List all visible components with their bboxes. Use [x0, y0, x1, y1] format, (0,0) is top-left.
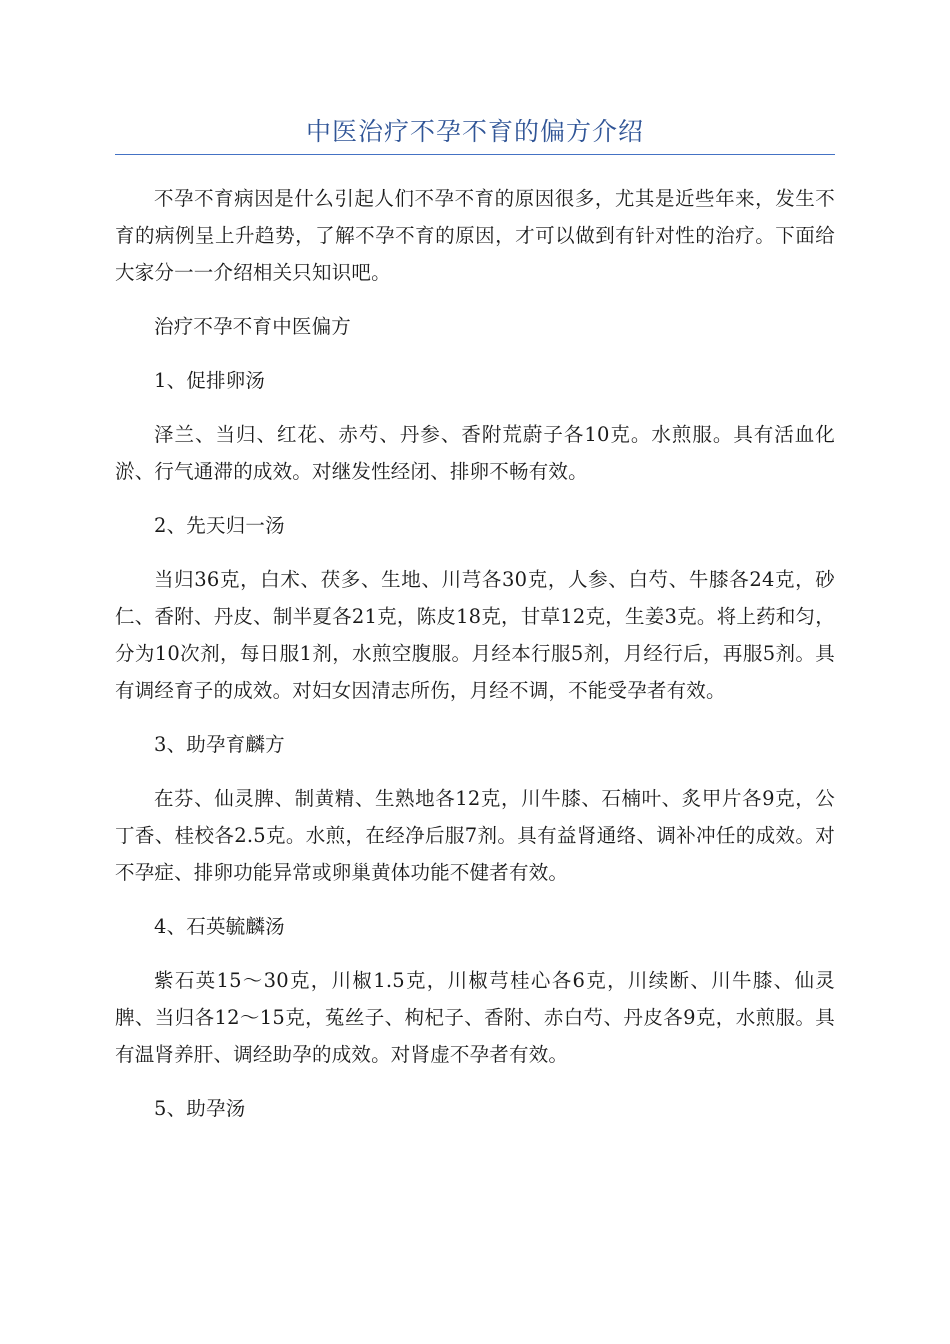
document-page — [115, 112, 835, 1127]
remedy-heading-3: 3、助孕育麟方 — [154, 733, 285, 756]
remedy-body-2: 当归36克，白术、茯多、生地、川芎各30克，人参、白芍、牛膝各24克，砂仁、香附、丹皮、制半夏各21克，陈皮18克，甘草12克，生姜3克。将上药和匀，分为10次剂，每日服1剂，水煎空腹服。月经本行服5剂，月经行后，再服5剂。具有调经育子的成效。对妇女因清志所伤，月经不调，不能受孕者有效。 — [115, 568, 835, 702]
title-underline — [115, 154, 835, 155]
remedy-body-1: 泽兰、当归、红花、赤芍、丹参、香附荒蔚子各10克。水煎服。具有活血化淤、行气通滞的成效。对继发性经闭、排卵不畅有效。 — [115, 423, 835, 483]
remedy-heading-5: 5、助孕汤 — [154, 1097, 246, 1120]
remedy-heading-1: 1、促排卵汤 — [154, 369, 266, 392]
section-heading: 治疗不孕不育中医偏方 — [154, 315, 352, 338]
document-title: 中医治疗不孕不育的偏方介绍 — [305, 117, 644, 146]
intro-paragraph: 不孕不育病因是什么引起人们不孕不育的原因很多，尤其是近些年来，发生不育的病例呈上升趋势，了解不孕不育的原因，才可以做到有针对性的治疗。下面给大家分一一介绍相关只知识吧。 — [115, 187, 835, 284]
remedy-heading-2: 2、先天归一汤 — [154, 514, 285, 537]
remedy-body-4: 紫石英15～30克，川椒1.5克，川椒芎桂心各6克，川续断、川牛膝、仙灵脾、当归各12～15克，菟丝子、枸杞子、香附、赤白芍、丹皮各9克，水煎服。具有温肾养肝、调经助孕的成效。对肾虚不孕者有效。 — [115, 969, 835, 1066]
remedy-body-3: 在芬、仙灵脾、制黄精、生熟地各12克，川牛膝、石楠叶、炙甲片各9克，公丁香、桂校各2.5克。水煎，在经净后服7剂。具有益肾通络、调补冲任的成效。对不孕症、排卵功能异常或卵巢黄体功能不健者有效。 — [115, 787, 835, 884]
remedy-heading-4: 4、石英毓麟汤 — [154, 915, 285, 938]
